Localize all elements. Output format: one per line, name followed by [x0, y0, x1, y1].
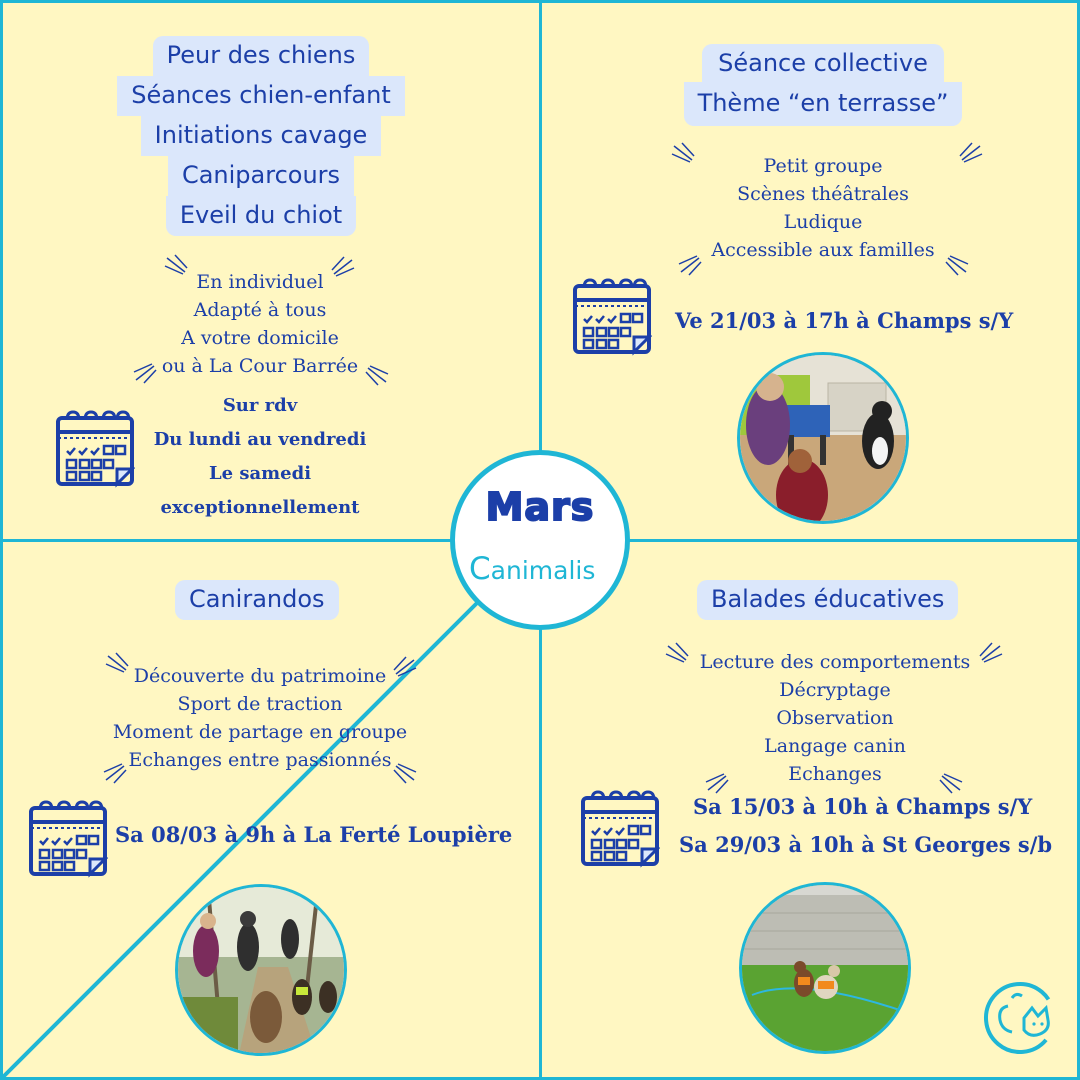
dog-cat-logo-icon	[980, 976, 1062, 1058]
calendar-icon	[572, 276, 652, 356]
feature-item: Echanges entre passionnés	[128, 749, 392, 771]
top-left-title-2: Séances chien-enfant	[117, 76, 404, 116]
top-right-title-1: Séance collective	[702, 44, 944, 82]
group-session-photo	[737, 352, 909, 524]
feature-item: Observation	[776, 707, 894, 729]
canirando-photo	[175, 884, 347, 1056]
center-badge	[450, 450, 630, 630]
top-left-features	[130, 268, 390, 380]
feature-item: Echanges	[788, 763, 882, 785]
feature-item: Petit groupe	[763, 155, 883, 177]
feature-item: Lecture des comportements	[699, 651, 971, 673]
bottom-left-features	[110, 662, 410, 774]
bottom-left-schedule: Sa 08/03 à 9h à La Ferté Loupière	[115, 822, 513, 847]
schedule-line: Du lundi au vendredi	[153, 429, 367, 450]
feature-item: Scènes théâtrales	[737, 183, 909, 205]
educational-walk-photo	[739, 882, 911, 1054]
calendar-icon	[55, 408, 135, 488]
feature-item: A votre domicile	[181, 327, 339, 349]
top-left-title-3: Initiations cavage	[141, 116, 382, 156]
feature-item: Décryptage	[779, 679, 891, 701]
top-left-title-1: Peur des chiens	[153, 36, 370, 76]
feature-item: En individuel	[196, 271, 324, 293]
feature-item: Accessible aux familles	[711, 239, 935, 261]
feature-item: Langage canin	[764, 735, 906, 757]
bottom-right-title: Balades éducatives	[697, 580, 958, 620]
month-title: Mars	[485, 485, 595, 529]
feature-item: Adapté à tous	[193, 299, 327, 321]
schedule-line: exceptionnellement	[160, 497, 360, 518]
bottom-right-schedule-1: Sa 15/03 à 10h à Champs s/Y	[693, 794, 1033, 819]
top-left-title-stack	[111, 36, 411, 236]
top-left-title-4: Caniparcours	[168, 156, 354, 196]
feature-item: Ludique	[783, 211, 863, 233]
feature-item: Sport de traction	[177, 693, 343, 715]
brand-logo	[469, 551, 595, 587]
brand-name: animalis	[490, 556, 596, 585]
bottom-left-title: Canirandos	[175, 580, 339, 620]
top-left-schedule	[140, 389, 380, 525]
feature-item: ou à La Cour Barrée	[161, 355, 359, 377]
top-right-title-stack	[683, 44, 963, 126]
feature-item: Découverte du patrimoine	[133, 665, 387, 687]
sparkle-icon	[958, 142, 984, 164]
calendar-icon	[580, 788, 660, 868]
top-right-schedule: Ve 21/03 à 17h à Champs s/Y	[675, 308, 1014, 333]
calendar-icon	[28, 798, 108, 878]
schedule-line: Le samedi	[208, 463, 312, 484]
bottom-right-schedule-2: Sa 29/03 à 10h à St Georges s/b	[679, 832, 1053, 857]
top-right-features	[693, 152, 953, 264]
feature-item: Moment de partage en groupe	[112, 721, 408, 743]
top-left-title-5: Eveil du chiot	[166, 196, 356, 236]
brand-initial: C	[469, 551, 491, 587]
schedule-line: Sur rdv	[222, 395, 298, 416]
bottom-right-features	[685, 648, 985, 788]
top-right-title-2: Thème “en terrasse”	[684, 82, 963, 126]
